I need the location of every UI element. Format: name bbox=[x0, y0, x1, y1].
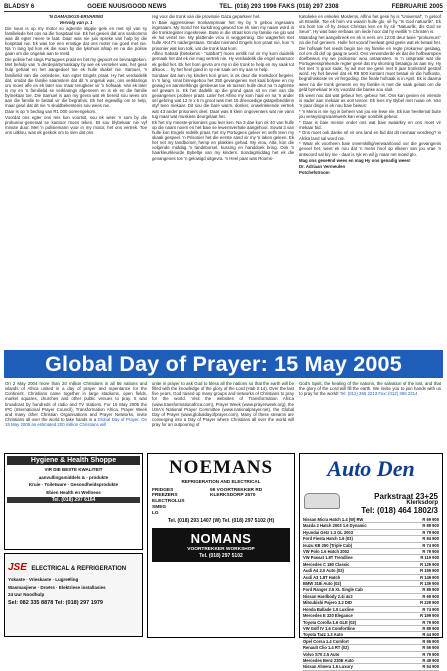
paragraph: Alfino Sabata (betekenis - "sabbat") moes eintlik not vir my kom duidelik gemaak het dat ek nie mag vertrek nie. Hy verduidelik die engel waarsoor ek gebid het. Ek het hom gevra om my in die tronk te help en my saak tot afkoos ... hy het heel goed in sy eie saak om my aan te help. bbox=[152, 51, 294, 72]
car-name: VW Polo 1.6 Hatch 2002 bbox=[303, 549, 350, 555]
paragraph: reg voor die tronk van die provinsie Gaza geparkeer het. bbox=[152, 14, 261, 19]
car-name: VW Golf IV 1.6 Comfortline bbox=[303, 625, 355, 631]
car-icon bbox=[304, 493, 340, 509]
car-name: Nissan Hardbody 2.4i 4x2 bbox=[303, 593, 353, 599]
paragraph: Ek weet nou dat wat gebeur het, gebeur het. Ons kan gesien en vriende is nader aan mekaar as ooit tevore. Ek lees my Bybel met nuwe oë. Van 'n paar dinge is ek nou baie bewus: bbox=[299, 92, 441, 108]
paragraph: Many of these streams are converging into a Day of Prayer where Christians all over the world will pray for an outpouring of bbox=[152, 411, 294, 428]
auto-den-logo: Auto Den bbox=[300, 454, 442, 492]
paragraph: God's Spirit, the healing of the nations, the salvation of the lost, and that the glory of the Lord will fill the earth. We invite you to join hands with us to pray for the world! bbox=[299, 381, 441, 397]
car-price: R 129 900 bbox=[420, 561, 439, 567]
noemans-ad bbox=[147, 453, 295, 638]
car-price: R 229 900 bbox=[420, 600, 439, 606]
car-price: R 89 900 bbox=[422, 587, 439, 593]
car-price: R 89 900 bbox=[422, 523, 439, 529]
hygiene-health-ad bbox=[4, 453, 143, 550]
ad-street: Parkstraat 23+25 bbox=[374, 492, 438, 501]
ad-line: Kruie · Toiletware · Gesondheidsprodukte bbox=[28, 482, 119, 487]
car-price: R 159 900 bbox=[420, 568, 439, 574]
author-name: Dr. Adriaan Vermeulen bbox=[299, 163, 346, 169]
car-price: R 44 900 bbox=[422, 632, 439, 638]
workshop-telephone: Tel. (018) 297 5102 bbox=[199, 553, 243, 560]
car-price: R 149 900 bbox=[420, 574, 439, 580]
workshop-subtitle: VOORTREKKER WORKSHOP bbox=[187, 547, 255, 553]
list-item: ELECTROLUX bbox=[152, 499, 185, 505]
paragraph: * 'n Mens is nie ryg in beheer van jou eie lewe nie. Ek kan heeltemal buite jou verwysingsraamwerk kan enige oomblik gebeur. bbox=[299, 108, 441, 119]
workshop-box bbox=[152, 528, 290, 562]
ad-line: aanvullingsmiddels & - produkte bbox=[38, 474, 109, 480]
car-name: Mitsubishi Pajero 3.2 DID bbox=[303, 600, 352, 606]
list-item: FRIDGES bbox=[152, 487, 174, 493]
ad-town: Klerksdorp bbox=[406, 500, 438, 506]
prayer-column-2 bbox=[152, 381, 294, 451]
article-columns bbox=[5, 14, 442, 350]
car-name: Opel Corsa 1.4 Comfort bbox=[303, 638, 349, 644]
prayer-column-1 bbox=[5, 381, 147, 451]
paragraph: unite in prayer to ask God to bless all the nations so that the earth will be filled with the knowledge of the glory of the Lord (Hab 2:14). Over the last five years, God raised up many groups and networks of Christians to pray for the world. Visit the websites of Transformation Africa (www.transformationafrica.com), Prayer Week (www.prayerweek.org), the USA's National Prayer Committee (www.nationalprayer.net), the Global Day of Prayer (www.globaldayofprayer.com). bbox=[152, 381, 294, 417]
contact-numbers: Tel: (012) 365 2213 Fax: (012) 365 2214 bbox=[339, 391, 418, 397]
issue-date: FEBRUARIE 2005 bbox=[391, 4, 443, 10]
brand-list bbox=[152, 488, 207, 517]
car-price: R 54 900 bbox=[422, 664, 439, 670]
ad-subtitle: REFRIGERATION AND ELECTRICAL bbox=[181, 479, 261, 484]
car-name: Isuzu KB 250 (Triple Cab) bbox=[303, 542, 353, 548]
article-continued: Vervolg van p. 1 bbox=[59, 19, 93, 25]
paragraph: On 2 May 2004 more than 20 million Christians in all 56 nations and islands of Africa united in a day of prayer and repentance for the Continent. Christians came together in large stadiums, open fields, market squares, churches and other public venues to pray. It was broadcast by hundreds of radio and TV stations. For 15 May 2005 the IPC (International Prayer Council), Transformation Africa, Prayer Week and many other Christian Organisations and Prayer Networks, invite Christians all over the world to take hands in a bbox=[5, 381, 147, 423]
car-name: BMW 318i Auto (02) bbox=[303, 581, 342, 587]
car-name: Mercedes Benz 230E Auto bbox=[303, 657, 354, 663]
page-number: BLADSY 6 bbox=[4, 4, 35, 10]
ad-title: ELECTRICAL & REFRIGERATION bbox=[31, 566, 127, 572]
car-name: Toyota Tazz 1.3 Auto bbox=[303, 632, 343, 638]
ad-telephone: Tel. (018) 293 1407 (W) Tel. (018) 297 5102 (H) bbox=[167, 518, 275, 525]
paragraph: * Ons moet ook danke sê vir ons land en bid dat dit niemaar wordeng? in Afrika land sal word nie. bbox=[299, 130, 441, 141]
car-price: R 69 900 bbox=[422, 517, 439, 522]
paragraph: Die soun is op my motor so agterste stippie gele en met syl van sy familielede het ons na die hospitaal toe. Ek het gesien dat ons sankomms was dit egter neere te laat. Daar was nie juis spreke van hulp by die hospitaal nie. Ek was toe een ernstige dat ons moter nie goed met nie. Na 'n lang tyd kon ek die soun by die lykshuis afsap en na die polisie gaan om die ongeluk aan te meld. bbox=[5, 25, 147, 57]
list-item: LG bbox=[152, 510, 159, 516]
car-price: R 79 900 bbox=[422, 651, 439, 657]
ad-service: 24 Uur Noodhulp bbox=[8, 592, 45, 598]
car-name: Audi A3 1.8T Hatch bbox=[303, 574, 341, 580]
car-price: R 84 900 bbox=[422, 536, 439, 542]
car-name: Toyota Corolla 1.6 GLE (02) bbox=[303, 619, 357, 625]
car-price-list bbox=[303, 517, 439, 671]
paragraph: Maandag het aangebreek en ek is eers om 12:00 deur twee "prokureurs" na die hof geneem. Hulle het vooraf heelwat geld geëis wat ek betaal het. Die hofsaak het reeds begin toe my familie en regte prokureur geslaag, nol om dit dof op gaag te word. Ons verwonderde ek dat die hofbeampies doelbewus my we prokureur wou ontaansten. In 'n uitspraak wat die Portugeessprekende regter gesé dat my skorsing betaalgo as aan my. Hy het met 'n groot saak, hy wil met nie gesé met 5 jaar tronkstraf gestraf word. Hy het beveel dat ek R8 500 kontant moet betaal vir die hofkoste, begrafniskoste en vir fergoding. Die finale hofsaak is in April. Ek is daarna weer na die tronk geneem en my familie is met die saak gelaat om die geld bymekaar te kry voordat die banke sou sluit. bbox=[299, 35, 441, 92]
prayer-columns bbox=[5, 381, 442, 451]
car-name: Renault Clio 1.4 RT (02) bbox=[303, 645, 349, 651]
ad-title: Hygiene & Health Shoppe bbox=[7, 456, 140, 465]
ad-service: Wasmasjiene · Droërs · Elektriese installasies bbox=[8, 584, 106, 590]
car-price: R 69 900 bbox=[422, 593, 439, 599]
list-item: FREEZERS bbox=[152, 493, 178, 499]
paragraph: In Baie aggressiewe tronkampmaar het my by 'n gebou ingesaam ingesaam. My mond het kurkdroog geword toe ek sien my naam word in die tronkregister ingeskrewe. Buite in die straat kon my familie nie glo wat ek hul vertel nie. My plattende vrou is woggetrang. Die wagterhet met hulle AK47's nadergestaan. Omdat niemand Engels kon praat nie, kon 'n prisonier wat kon tolk, vat die tronk laat kom. bbox=[152, 19, 294, 51]
car-price: R 79 900 bbox=[422, 549, 439, 555]
car-price: R 139 900 bbox=[420, 581, 439, 587]
paragraph: Voordat ons egter ons reis kon voortsit, sou ek weer 'n som by die prokureur-generaal se kantoor moes teken. Bt sou blybekaar nie vyf minute duur. Met 'n polisiemann voor in my motor, het ons vertrek. Toe ons uitklou, was ek geskok om te sien dat ons bbox=[5, 114, 147, 136]
car-price: R 119 900 bbox=[420, 555, 439, 561]
car-name: VW Passat 1.8T Trendline bbox=[303, 555, 353, 561]
car-name: Nissan Micra Hatch 1.4 (W) RW bbox=[303, 517, 364, 522]
car-name: Ford Fiesta Hatch 1.6 (03) bbox=[303, 536, 353, 542]
paragraph: Katolieke en enkeles Moslems. Alfino het gesé hy is "Universal", 'n geloof uit Brasilië. Toe ek hom vra waarin hulle glo, sê hy "In God natuurlik". Ek vra hom toe of hy Jesus Christus ken en hy sê "Natuurlik, dis God se Seun". Hy was baie verbaas om liede hoor dat hy ewitlik 'n Christen is. bbox=[299, 14, 441, 35]
ad-telephone: Tel: (018) 464 1802/3 bbox=[361, 506, 438, 515]
paragraph: Die polisie het slegs Portugees praat en het my gepoort en bevraagteken. Met behulp van 'n derdepartymaskapy by wie ek verseker was, het gesé hulp gehaal en het aangedoel toe ek hulle skakel nie. Samuel, 'n familielid van die oorledene, kon egter Engels praat. Hy het verduidelik dat, omdat die familie saamstem dat dit 'n ongeluk was, ons verklarings oru moes afle en ek later sou maar terugkeer vir 'n hofsaak. Van ek later is my en 'n familielid se verklarings afgeneem en is ek en die familie bymekaar toe. Die Samuel is aan my gevra wat ek bereid sou wees om aan die familie te betaal vir die begrafnis. Ek het ingewillig om te help, maar gesé dat dit nie 'n skuldbekentenis sou wees nie. bbox=[5, 57, 147, 109]
paragraph: * Daar is baie mense onder ons wat baie swaarkry en ons moet vir mekaar bid. bbox=[299, 119, 441, 130]
car-name: Mercedes C 180 Classic bbox=[303, 561, 350, 567]
author-place: Potchefstroom bbox=[299, 170, 330, 176]
auto-den-ad bbox=[299, 453, 443, 670]
car-price: R 49 900 bbox=[422, 657, 439, 663]
list-item bbox=[303, 664, 439, 670]
ad-telephone: Tel. (018) 297 6164 bbox=[7, 497, 140, 503]
highlighted-text: Global Day of Prayer. On 15 May 2005 an estimated 200 million Christians will bbox=[5, 417, 147, 428]
paragraph: * Waar ek voorheen baie onverskillig/verwaarloosd oor die gevangenis gevoel het, weet ek nou dat 'n mens hoof op elkeen van jou vrae 'n antwoord sal kry nie - daar is ryk en wil jy maar net moed glo. bbox=[299, 141, 441, 157]
car-name: Honda Ballade 1.5 Luxline bbox=[303, 606, 354, 612]
ad-line: VIR DIE BESTE KWALITEIT bbox=[44, 467, 103, 472]
ad-telephone: Sel: 082 335 8878 Tel: (018) 297 1979 bbox=[8, 599, 103, 606]
car-price: R 59 900 bbox=[422, 645, 439, 651]
signoff: Mag ons geseënd wees en mag Hy ons genadig wees! bbox=[299, 157, 411, 163]
paragraph: Ek het my meeste-prisoniers gou leer ken. Na 3 dae kon ek 40 van hulle op die naam noem en het baie se lewensverhale aangehoor. Sowat 3 van hulle kon Engels redelik praat, het my Portugees geleer en selfs teen my skaak gespeel. 'n Prisonier het die eerste sand vir my 'n laken geleen. Ek het net my tandborsel, hemp en plakkies gehad. My vrou, Alta, kon die volgende middag 'n tandeborsel, kussing en handdoek bring. Ook 'n haarkleurkleurde Bybeltje van my kinders. Sondagmiddag het ek die gevangenes toe 'n gelowigd uitgevra. 'n Heel paar was Rooms- bbox=[152, 119, 294, 161]
car-name: Mazda 2 Hatch 2003 1.6 Dynamic bbox=[303, 523, 367, 529]
car-price: R 79 900 bbox=[422, 529, 439, 535]
paragraph: Daar is op 'n bedrag van R1 000 ooreengekom. bbox=[5, 109, 97, 115]
header-telephone: TEL. (018) 293 1996 FAKS (018) 297 2308 bbox=[219, 4, 339, 10]
article-column-3 bbox=[299, 14, 441, 350]
workshop-title: NOMANS bbox=[190, 531, 252, 547]
article-heading: 'N DAMASKUS-ERVARING bbox=[48, 14, 104, 19]
car-price: R 74 900 bbox=[422, 542, 439, 548]
list-item: SMEG bbox=[152, 504, 167, 510]
car-price: R 74 900 bbox=[422, 606, 439, 612]
car-price: R 59 900 bbox=[422, 638, 439, 644]
page-header bbox=[4, 3, 443, 12]
left-ads bbox=[4, 453, 143, 638]
jse-logo: JSE bbox=[8, 562, 27, 573]
jse-electrical-ad bbox=[4, 553, 143, 637]
ad-title: NOEMANS bbox=[168, 457, 274, 478]
ad-line: Ebien Health en Wellness bbox=[46, 489, 101, 495]
publication-title: GOEIE NUUS/GOOD NEWS bbox=[87, 4, 167, 10]
car-price: R 79 900 bbox=[422, 619, 439, 625]
article-column-1 bbox=[5, 14, 147, 350]
car-name: Ford Ranger 2.5 XL Single Cab bbox=[303, 587, 363, 593]
paragraph: Sondaar dat aan my kinders kon groet, is ek deur die tronkdoor begelei. In 'n lang, smal binnegebou het 250 gevangenes met kaal bolywe en my gewag en aanmerklings gesleeuw toe ek tussen hulle deur na 'n agterste sel gewam is. Ek het dadelik op die grond gaan sit en met van die gevangenes probeer praat. Later het Alfino my kom haal en na 'n ander sel gebring wat 12 m x 6 m groot was met 15 drievoedige gstapelbeddens styf teen mekaar. Dit sou die bare warm, donker, onwelriekende vertrek wat 43 ander prisoniers deel. Daar was 8 klein ongeventers wat nie vann tug maar wat muskiete deurgelaat het. bbox=[152, 72, 294, 119]
car-name: Mercedes E 320 Elegance bbox=[303, 613, 353, 619]
car-price: R 89 900 bbox=[422, 625, 439, 631]
ad-service: Yskaste · Vrieskaste · Lugreëling bbox=[8, 577, 79, 582]
article-column-2 bbox=[152, 14, 294, 350]
car-name: Hyundai Getz 1.3 GL 2003 bbox=[303, 529, 353, 535]
car-price: R 199 900 bbox=[420, 613, 439, 619]
car-name: Nissan Almera 1.6 Luxury bbox=[303, 664, 353, 670]
car-name: Volvo S70 2.5 Auto bbox=[303, 651, 340, 657]
prayer-column-3 bbox=[299, 381, 441, 451]
global-day-of-prayer-banner: Global Day of Prayer: 15 May 2005 bbox=[4, 350, 443, 378]
car-name: Audi A4 2.0 Auto (03) bbox=[303, 568, 344, 574]
ad-address: 59 VOORTREKKER RD KLERKSDORP 2570 bbox=[210, 487, 263, 499]
